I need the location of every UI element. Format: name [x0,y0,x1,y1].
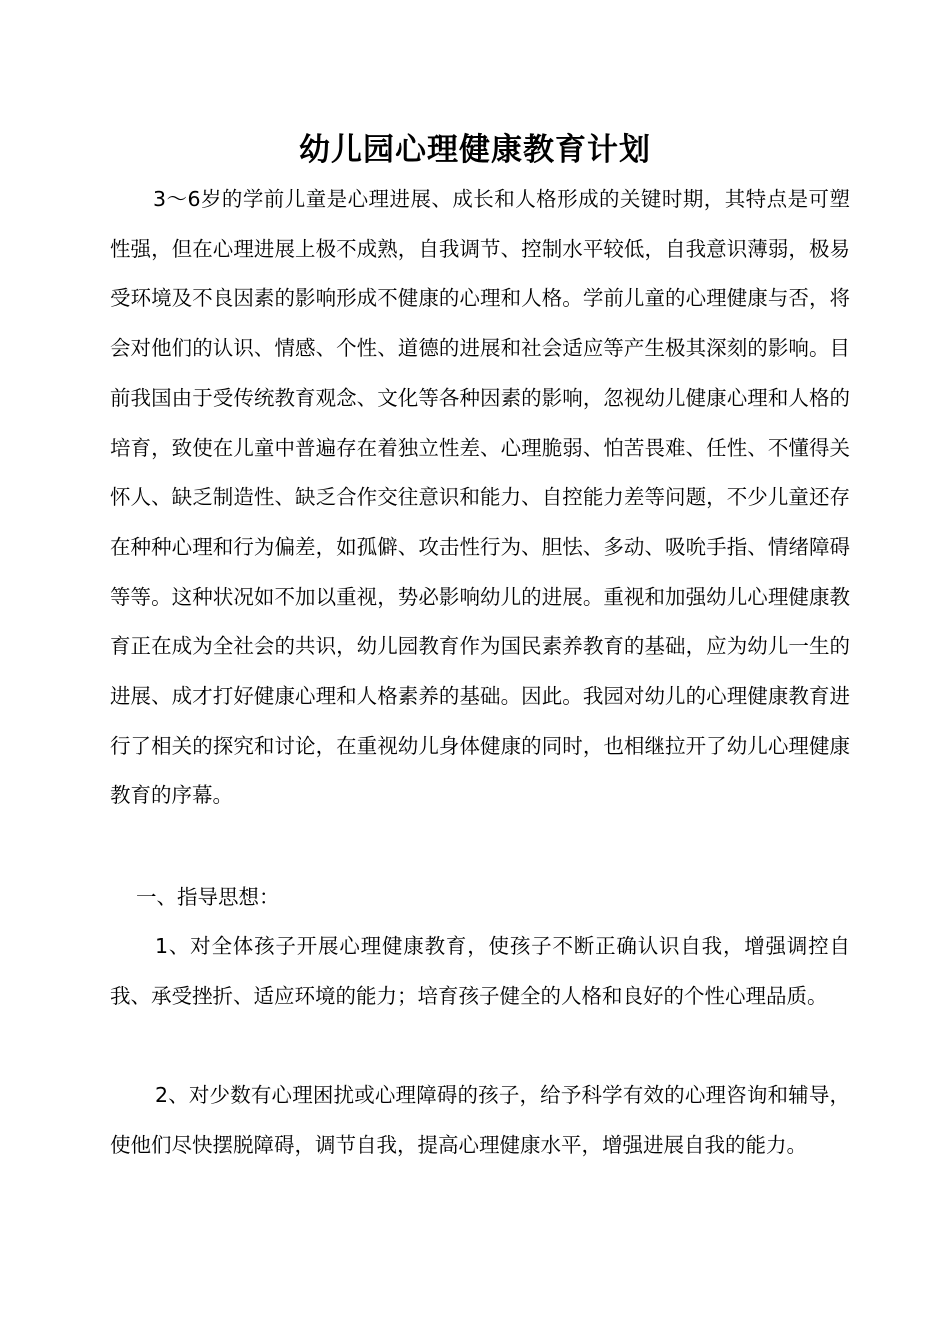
intro-paragraph: 3～6岁的学前儿童是心理进展、成长和人格形成的关键时期，其特点是可塑性强，但在心理进展上极不成熟，自我调节、控制水平较低，自我意识薄弱，极易受环境及不良因素的影响形成不健康的心理和人格。学前儿童的心理健康与否，将会对他们的认识、情感、个性、道德的进展和社会适应等产生极其深刻的影响。目前我国由于受传统教育观念、文化等各种因素的影响，忽视幼儿健康心理和人格的培育，致使在儿童中普遍存在着独立性差、心理脆弱、怕苦畏难、任性、不懂得关怀人、缺乏制造性、缺乏合作交往意识和能力、自控能力差等问题，不少儿童还存在种种心理和行为偏差，如孤僻、攻击性行为、胆怯、多动、吸吮手指、情绪障碍等等。这种状况如不加以重视，势必影响幼儿的进展。重视和加强幼儿心理健康教育正在成为全社会的共识，幼儿园教育作为国民素养教育的基础，应为幼儿一生的进展、成才打好健康心理和人格素养的基础。因此。我园对幼儿的心理健康教育进行了相关的探究和讨论，在重视幼儿身体健康的同时，也相继拉开了幼儿心理健康教育的序幕。 [110,187,850,808]
guideline-item-1: 1、对全体孩子开展心理健康教育，使孩子不断正确认识自我，增强调控自我、承受挫折、适应环境的能力；培育孩子健全的人格和良好的个性心理品质。 [110,934,850,1008]
section-heading-guiding-ideology: 一、指导思想： [136,885,280,909]
document-title: 幼儿园心理健康教育计划 [299,132,651,168]
guideline-item-2: 2、对少数有心理困扰或心理障碍的孩子，给予科学有效的心理咨询和辅导，使他们尽快摆脱障碍，调节自我，提高心理健康水平，增强进展自我的能力。 [110,1083,850,1157]
